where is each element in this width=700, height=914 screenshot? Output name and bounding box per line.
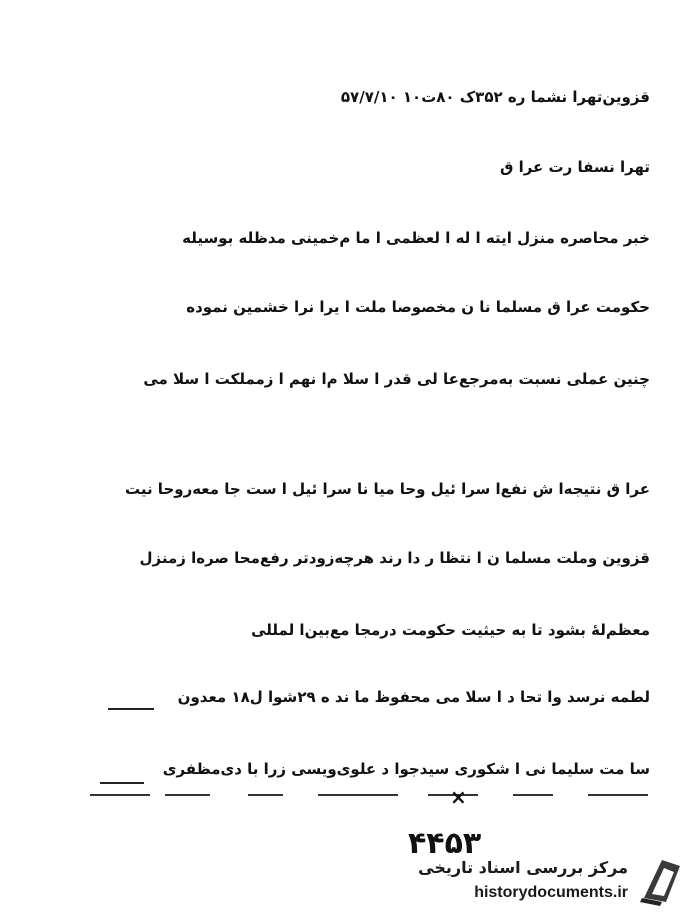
signature-underline <box>318 794 398 796</box>
body-line-7: لطمه نرسد وا تحا د ا سلا می محفوظ ما ند ه ۲۹شوا ل۱۸ معدون <box>177 688 650 706</box>
body-line-2: حکومت عرا ق مسلما نا ن مخصوصا ملت ا یرا نرا خشمین نموده <box>186 298 650 316</box>
handwritten-underline <box>108 708 154 710</box>
recipient-line: تهرا نسفا رت عرا ق <box>499 158 650 176</box>
body-line-5: قزوین وملت مسلما ن ا نتظا ر دا رند هرچه‌زودتر رفع‌محا صره‌ا زمنزل <box>139 549 650 567</box>
signature-underline <box>248 794 283 796</box>
watermark-url[interactable]: historydocuments.ir <box>474 884 628 901</box>
body-line-6: معظم‌له‌ٔ بشود تا به حیثیت حکومت درمجا مع‌بین‌ا لمللی <box>251 621 650 639</box>
signature-underline <box>90 794 150 796</box>
body-line-3: چنین عملی نسبت به‌مرجع‌عا لی قدر ا سلا م‌ا نهم ا زمملکت ا سلا می <box>143 370 650 388</box>
watermark-name: مرکز بررسی اسناد تاریخی <box>418 858 628 877</box>
archive-logo-icon <box>632 852 690 910</box>
handwritten-underline <box>100 782 144 784</box>
signature-underline <box>165 794 210 796</box>
body-line-4: عرا ق نتیجه‌ا ش نفع‌ا سرا ئیل وحا میا نا سرا ئیل ا ست جا معه‌روحا نیت <box>124 480 650 498</box>
body-line-1: خبر محاصره منزل ایته ا له ا لعظمی ا ما م‌خمینی مدظله بوسیله <box>182 229 650 247</box>
margin-mark: × <box>450 785 467 809</box>
signature-underline <box>588 794 648 796</box>
telegram-header-line: قزوین‌تهرا نشما ره ۳۵۲ک ۸۰ت۱۰ ۵۷/۷/۱۰ <box>340 88 650 106</box>
signatories-line: سا مت سلیما نی ا شکوری سیدجوا د علوی‌ویسی زرا با دی‌مظفری <box>162 760 650 778</box>
document-number: ۴۴۵۳ <box>408 826 482 861</box>
signature-underline <box>513 794 553 796</box>
